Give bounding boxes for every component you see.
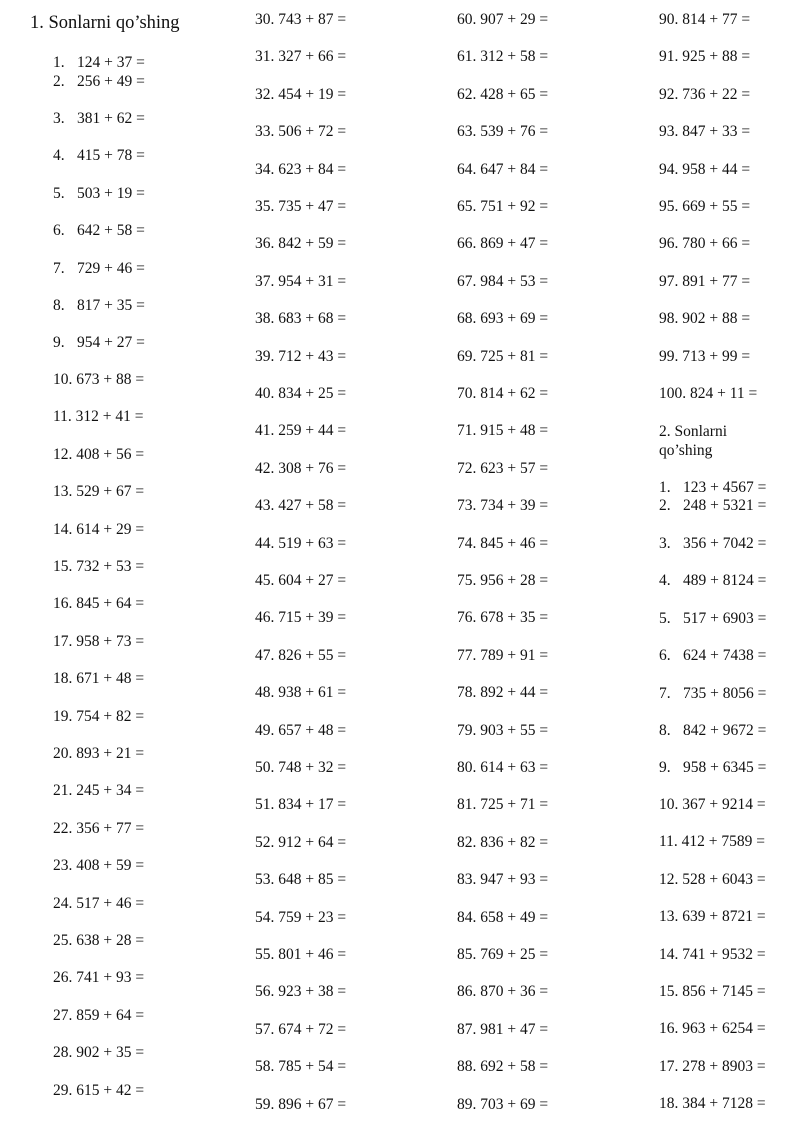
- exercise-item: 46. 715 + 39 =: [255, 609, 347, 627]
- exercise-item: [659, 610, 766, 628]
- exercise-item: 32. 454 + 19 =: [255, 85, 347, 103]
- section-1-title: 1. Sonlarni qo’shing: [30, 13, 180, 33]
- exercise-item: 94. 958 + 44 =: [659, 160, 751, 178]
- item-number: 5.: [53, 185, 65, 202]
- exercise-item: 86. 870 + 36 =: [457, 983, 549, 1001]
- item-expression: 624 + 7438 =: [683, 647, 767, 664]
- exercise-item: 33. 506 + 72 =: [255, 123, 347, 141]
- item-expression: 356 + 7042 =: [683, 535, 767, 552]
- exercise-item: 15. 856 + 7145 =: [659, 983, 766, 1000]
- exercise-item: 80. 614 + 63 =: [457, 759, 549, 776]
- exercise-item: 87. 981 + 47 =: [457, 1020, 549, 1038]
- exercise-item: 31. 327 + 66 =: [255, 48, 347, 66]
- exercise-item: [53, 147, 145, 165]
- exercise-item: 59. 896 + 67 =: [255, 1095, 347, 1113]
- exercise-item: 74. 845 + 46 =: [457, 534, 549, 552]
- exercise-item: [53, 260, 145, 278]
- exercise-item: 100. 824 + 11 =: [659, 385, 758, 402]
- exercise-item: [659, 572, 766, 590]
- item-expression: 124 + 37 =: [77, 54, 145, 71]
- exercise-item: 47. 826 + 55 =: [255, 646, 347, 664]
- exercise-item: 49. 657 + 48 =: [255, 721, 347, 739]
- exercise-item: 56. 923 + 38 =: [255, 983, 347, 1001]
- exercise-item: 78. 892 + 44 =: [457, 684, 549, 702]
- item-number: 9.: [53, 334, 65, 351]
- exercise-item: 22. 356 + 77 =: [53, 819, 145, 837]
- exercise-item: 39. 712 + 43 =: [255, 347, 347, 365]
- exercise-item: 54. 759 + 23 =: [255, 908, 347, 926]
- item-number: 2.: [53, 73, 65, 90]
- exercise-item: 64. 647 + 84 =: [457, 160, 549, 178]
- exercise-item: 21. 245 + 34 =: [53, 782, 145, 800]
- exercise-item: 13. 529 + 67 =: [53, 483, 145, 501]
- exercise-item: 79. 903 + 55 =: [457, 721, 549, 739]
- item-expression: 817 + 35 =: [77, 297, 145, 314]
- exercise-item: 12. 528 + 6043 =: [659, 870, 766, 888]
- exercise-item: 13. 639 + 8721 =: [659, 908, 766, 926]
- exercise-item: 85. 769 + 25 =: [457, 946, 549, 963]
- item-expression: 381 + 62 =: [77, 110, 145, 127]
- exercise-item: 99. 713 + 99 =: [659, 347, 751, 365]
- exercise-item: 11. 412 + 7589 =: [659, 833, 766, 851]
- exercise-item: 63. 539 + 76 =: [457, 123, 549, 141]
- exercise-item: 36. 842 + 59 =: [255, 235, 347, 253]
- exercise-item: 81. 725 + 71 =: [457, 796, 549, 814]
- exercise-item: 20. 893 + 21 =: [53, 745, 145, 762]
- exercise-item: 37. 954 + 31 =: [255, 272, 347, 290]
- exercise-item: 96. 780 + 66 =: [659, 235, 751, 253]
- exercise-item: 95. 669 + 55 =: [659, 198, 751, 215]
- exercise-item: [53, 297, 145, 315]
- exercise-item: 16. 963 + 6254 =: [659, 1020, 766, 1038]
- exercise-item: 69. 725 + 81 =: [457, 347, 549, 365]
- exercise-item: 35. 735 + 47 =: [255, 198, 347, 215]
- exercise-item: 90. 814 + 77 =: [659, 11, 751, 28]
- exercise-item: [659, 535, 766, 553]
- exercise-item: 10. 673 + 88 =: [53, 371, 145, 388]
- item-number: 4.: [659, 572, 671, 589]
- exercise-item: [53, 334, 145, 352]
- exercise-item: [659, 479, 766, 497]
- item-number: 2.: [659, 497, 671, 514]
- exercise-item: 11. 312 + 41 =: [53, 408, 144, 426]
- exercise-item: 16. 845 + 64 =: [53, 595, 145, 613]
- exercise-item: 53. 648 + 85 =: [255, 871, 347, 889]
- exercise-item: 12. 408 + 56 =: [53, 445, 145, 463]
- exercise-item: 34. 623 + 84 =: [255, 160, 347, 178]
- exercise-item: 19. 754 + 82 =: [53, 707, 145, 725]
- exercise-item: 88. 692 + 58 =: [457, 1058, 549, 1076]
- item-number: 8.: [53, 297, 65, 314]
- exercise-item: 66. 869 + 47 =: [457, 235, 549, 253]
- exercise-item: 65. 751 + 92 =: [457, 198, 549, 215]
- exercise-item: 23. 408 + 59 =: [53, 857, 145, 875]
- exercise-item: 44. 519 + 63 =: [255, 534, 347, 552]
- item-expression: 958 + 6345 =: [683, 759, 767, 776]
- exercise-item: 72. 623 + 57 =: [457, 459, 549, 477]
- exercise-item: 52. 912 + 64 =: [255, 833, 347, 851]
- exercise-item: 92. 736 + 22 =: [659, 85, 751, 103]
- exercise-item: 62. 428 + 65 =: [457, 85, 549, 103]
- exercise-item: 42. 308 + 76 =: [255, 459, 347, 477]
- exercise-item: 71. 915 + 48 =: [457, 422, 549, 440]
- item-expression: 248 + 5321 =: [683, 497, 767, 514]
- exercise-item: 50. 748 + 32 =: [255, 759, 347, 776]
- item-expression: 256 + 49 =: [77, 73, 145, 90]
- exercise-item: 70. 814 + 62 =: [457, 385, 549, 402]
- exercise-item: 10. 367 + 9214 =: [659, 796, 766, 813]
- exercise-item: [53, 73, 145, 91]
- item-number: 9.: [659, 759, 671, 776]
- exercise-item: 61. 312 + 58 =: [457, 48, 549, 66]
- exercise-item: 57. 674 + 72 =: [255, 1020, 347, 1038]
- exercise-item: 17. 958 + 73 =: [53, 632, 145, 650]
- exercise-item: 75. 956 + 28 =: [457, 572, 549, 589]
- exercise-item: 51. 834 + 17 =: [255, 796, 347, 814]
- item-expression: 123 + 4567 =: [683, 479, 767, 496]
- exercise-item: 84. 658 + 49 =: [457, 908, 549, 926]
- exercise-item: 76. 678 + 35 =: [457, 609, 549, 627]
- exercise-item: [659, 497, 766, 515]
- exercise-item: 27. 859 + 64 =: [53, 1006, 145, 1024]
- section-2-title-line1: 2. Sonlarni: [659, 423, 728, 440]
- item-number: 5.: [659, 610, 671, 627]
- exercise-item: 67. 984 + 53 =: [457, 272, 549, 290]
- exercise-item: 93. 847 + 33 =: [659, 123, 751, 141]
- exercise-item: 97. 891 + 77 =: [659, 272, 751, 290]
- item-expression: 415 + 78 =: [77, 147, 145, 164]
- item-number: 7.: [659, 685, 671, 702]
- exercise-item: 29. 615 + 42 =: [53, 1081, 145, 1099]
- exercise-item: 25. 638 + 28 =: [53, 932, 145, 949]
- exercise-item: 83. 947 + 93 =: [457, 871, 549, 889]
- item-number: 3.: [659, 535, 671, 552]
- exercise-item: 68. 693 + 69 =: [457, 310, 549, 328]
- item-expression: 729 + 46 =: [77, 260, 145, 277]
- exercise-item: [659, 647, 766, 665]
- item-expression: 642 + 58 =: [77, 222, 145, 239]
- exercise-item: 48. 938 + 61 =: [255, 684, 347, 702]
- exercise-item: 18. 384 + 7128 =: [659, 1095, 766, 1113]
- item-expression: 954 + 27 =: [77, 334, 145, 351]
- exercise-item: 26. 741 + 93 =: [53, 969, 145, 987]
- exercise-item: [53, 110, 145, 128]
- exercise-item: [53, 185, 145, 203]
- exercise-item: 55. 801 + 46 =: [255, 946, 347, 963]
- exercise-item: 89. 703 + 69 =: [457, 1095, 549, 1113]
- exercise-item: 38. 683 + 68 =: [255, 310, 347, 328]
- item-expression: 842 + 9672 =: [683, 722, 767, 739]
- item-number: 1.: [659, 479, 671, 496]
- exercise-item: 60. 907 + 29 =: [457, 11, 549, 28]
- item-expression: 489 + 8124 =: [683, 572, 767, 589]
- exercise-item: 58. 785 + 54 =: [255, 1058, 347, 1076]
- section-2-title-line2: qo’shing: [659, 442, 713, 459]
- exercise-item: 18. 671 + 48 =: [53, 670, 145, 688]
- item-number: 6.: [53, 222, 65, 239]
- exercise-item: 45. 604 + 27 =: [255, 572, 347, 589]
- exercise-item: 40. 834 + 25 =: [255, 385, 347, 402]
- exercise-item: 77. 789 + 91 =: [457, 646, 549, 664]
- item-expression: 517 + 6903 =: [683, 610, 767, 627]
- exercise-item: [659, 722, 766, 740]
- item-number: 4.: [53, 147, 65, 164]
- exercise-item: 15. 732 + 53 =: [53, 558, 145, 575]
- exercise-item: 24. 517 + 46 =: [53, 894, 145, 912]
- exercise-item: 14. 741 + 9532 =: [659, 945, 766, 963]
- exercise-item: 91. 925 + 88 =: [659, 48, 751, 66]
- exercise-item: 17. 278 + 8903 =: [659, 1057, 766, 1075]
- exercise-item: [659, 759, 766, 777]
- exercise-item: [53, 54, 145, 72]
- item-number: 3.: [53, 110, 65, 127]
- exercise-item: 98. 902 + 88 =: [659, 310, 751, 328]
- item-expression: 503 + 19 =: [77, 185, 145, 202]
- item-number: 8.: [659, 722, 671, 739]
- exercise-item: [53, 222, 145, 240]
- exercise-item: 14. 614 + 29 =: [53, 520, 145, 538]
- exercise-item: 73. 734 + 39 =: [457, 497, 549, 515]
- exercise-item: 30. 743 + 87 =: [255, 11, 347, 28]
- exercise-item: 28. 902 + 35 =: [53, 1044, 145, 1062]
- exercise-item: [659, 685, 766, 703]
- exercise-item: 43. 427 + 58 =: [255, 497, 347, 515]
- exercise-item: 41. 259 + 44 =: [255, 422, 347, 440]
- item-expression: 735 + 8056 =: [683, 685, 767, 702]
- item-number: 1.: [53, 54, 65, 71]
- exercise-item: 82. 836 + 82 =: [457, 833, 549, 851]
- item-number: 7.: [53, 260, 65, 277]
- item-number: 6.: [659, 647, 671, 664]
